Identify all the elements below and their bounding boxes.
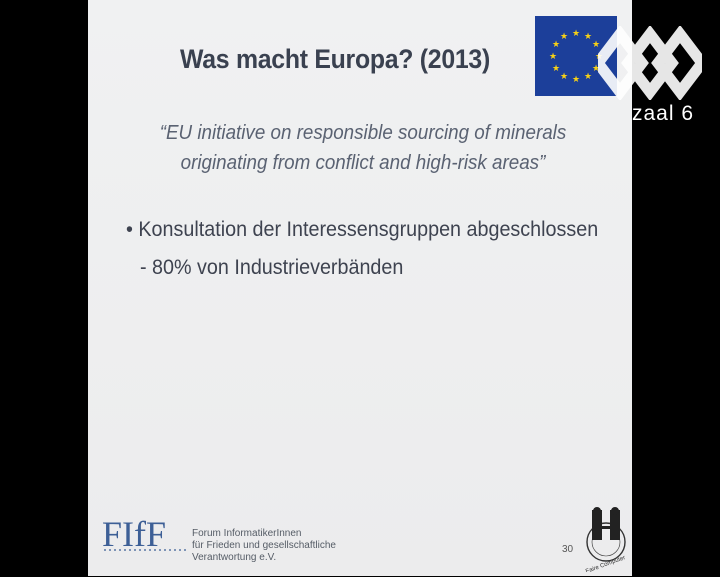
quote-line: “EU initiative on responsible sourcing of minerals	[159, 122, 567, 144]
slide-title: Was macht Europa? (2013)	[180, 44, 490, 74]
sub-bullet-item: - 80% von Industrieverbänden	[140, 256, 404, 279]
svg-text:★: ★	[559, 32, 569, 42]
fiff-logo-text: FIfF	[102, 514, 167, 554]
org-name-line: Verantwortung e.V.	[192, 552, 277, 563]
fair-computer-logo	[582, 504, 630, 572]
page-number: 30	[562, 544, 574, 555]
organization-name	[192, 528, 336, 564]
svg-text:★: ★	[548, 52, 558, 62]
quote-line: originating from conflict and high-risk areas”	[180, 152, 546, 174]
svg-text:★: ★	[583, 72, 593, 82]
broadcaster-logo	[598, 26, 702, 100]
svg-text:★: ★	[551, 40, 561, 50]
channel-label: zaal 6	[632, 102, 695, 125]
org-name-line: für Frieden und gesellschaftliche	[192, 540, 336, 551]
svg-text:★: ★	[591, 64, 601, 74]
svg-text:★: ★	[571, 75, 581, 85]
org-name-line: Forum InformatikerInnen	[192, 528, 302, 539]
svg-text:★: ★	[594, 52, 604, 62]
svg-text:★: ★	[559, 72, 569, 82]
svg-text:★: ★	[583, 32, 593, 42]
svg-text:★: ★	[551, 64, 561, 74]
svg-text:★: ★	[591, 40, 601, 50]
fair-computer-logo-text: Faire Computer	[585, 555, 627, 572]
svg-text:★: ★	[571, 29, 581, 39]
fiff-logo	[100, 506, 190, 566]
bullet-item: • Konsultation der Interessensgruppen abgeschlossen	[126, 218, 599, 241]
presentation-slide	[88, 0, 632, 576]
quote-block	[142, 118, 584, 178]
